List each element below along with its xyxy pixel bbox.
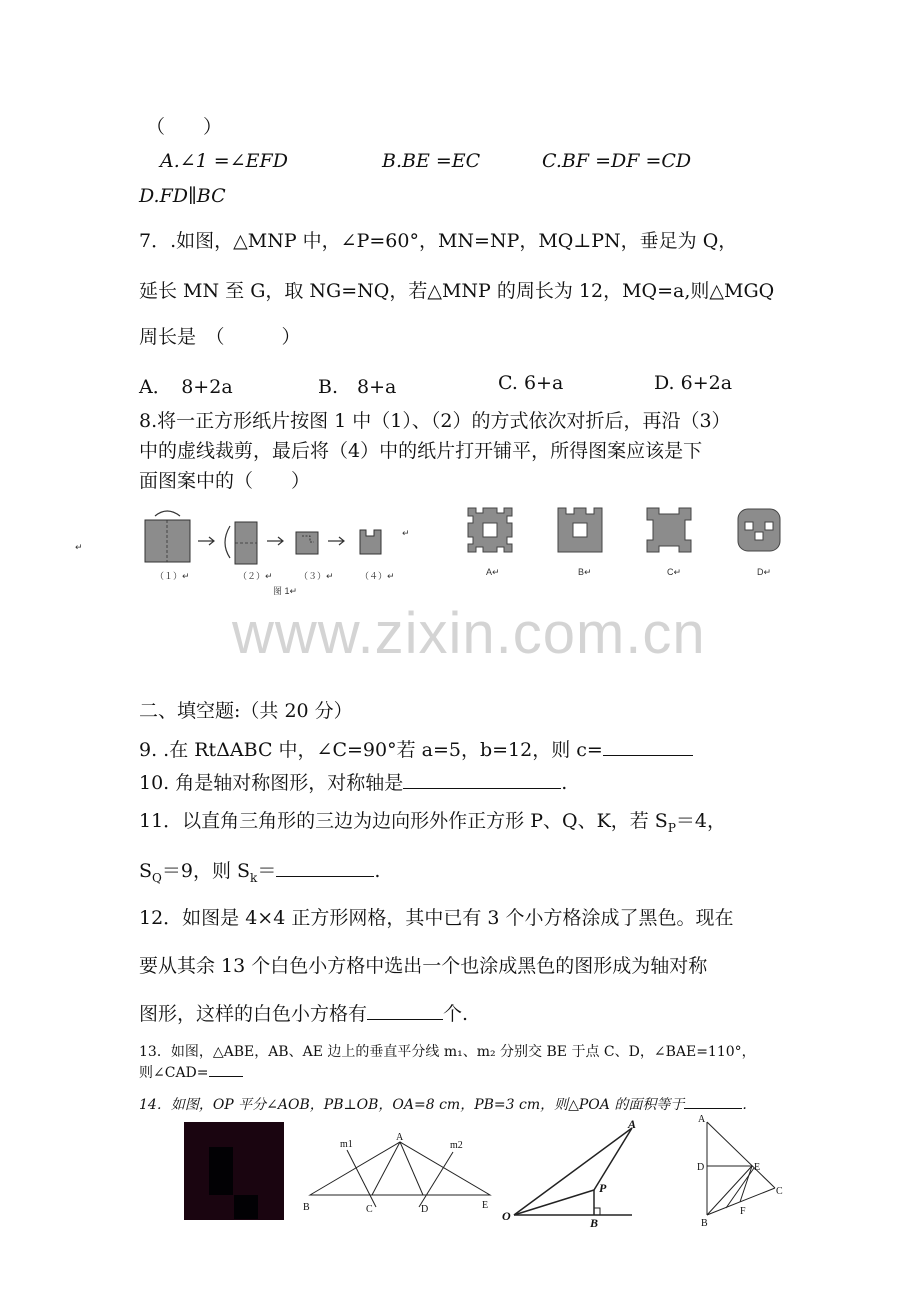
q11-blank: [276, 876, 374, 877]
q13-line2: [139, 1062, 243, 1082]
label-a: A: [698, 1114, 706, 1125]
q11-text: 11．以直角三角形的三边为边向形外作正方形 P、Q、K，若 S: [139, 810, 668, 832]
label-a: A: [628, 1117, 637, 1131]
q9-text: 9. .在 RtΔABC 中，∠C=90°若 a=5，b=12，则 c=: [139, 739, 603, 761]
choice-label-c: C↵: [667, 567, 682, 577]
q11-line1: [139, 806, 726, 835]
fig-return-mark-2: ↵: [402, 528, 410, 538]
label-p: P: [599, 1181, 607, 1195]
q6-option-c: C.BF =DF =CD: [542, 150, 692, 172]
fig-return-mark: ↵: [75, 542, 83, 552]
choice-label-b: B↵: [578, 567, 592, 577]
label-d: D: [697, 1162, 705, 1173]
q7-line3: 周长是 （ ）: [139, 326, 301, 348]
segment-ad: [400, 1142, 423, 1195]
step1-square: [145, 520, 190, 562]
ray-oa: [514, 1128, 632, 1215]
label-b: B: [590, 1216, 599, 1230]
label-c: C: [366, 1204, 373, 1215]
q7-line1: 7．.如图，△MNP 中，∠P=60°，MN=NP，MQ⊥PN，垂足为 Q，: [139, 230, 738, 252]
q6-option-a: A.∠1 =∠EFD: [160, 150, 288, 172]
label-e: E: [754, 1162, 761, 1173]
q10-text: 10. 角是轴对称图形，对称轴是: [139, 772, 404, 794]
q12-line1: 12．如图是 4×4 正方形网格，其中已有 3 个小方格涂成了黑色。现在: [139, 907, 734, 929]
q11-text-2: ＝4，: [675, 810, 727, 832]
q12-line2: 要从其余 13 个白色小方格中选出一个也涂成黑色的图形成为轴对称: [139, 955, 708, 977]
q9-blank: [603, 755, 693, 756]
grid-black-cell-2: [209, 1171, 233, 1195]
right-angle-mark: [594, 1208, 600, 1215]
segment-op: [514, 1190, 594, 1215]
q11-mid: ＝9，则 S: [161, 860, 251, 882]
bisector-m2: [419, 1152, 453, 1207]
triangle-abe-figure: [300, 1132, 500, 1222]
q12-line3: [139, 999, 468, 1026]
choice-label-d: D↵: [757, 567, 772, 577]
q9: [139, 735, 693, 762]
triangle-abe: [310, 1142, 490, 1195]
q6-option-b: B.BE =EC: [382, 150, 481, 172]
step-label-4: （４）↵: [360, 571, 395, 581]
q8-line1: 8.将一正方形纸片按图 1 中（1）、（2）的方式依次对折后，再沿（3）: [139, 410, 731, 432]
segment-fe: [740, 1166, 752, 1202]
grid-black-cell-1: [209, 1147, 233, 1171]
q14: [139, 1094, 747, 1114]
q12-end: 个.: [443, 1003, 469, 1025]
label-m2: m2: [450, 1140, 463, 1151]
step4-shape: [360, 530, 381, 554]
label-d: D: [421, 1204, 429, 1215]
answer-pattern-a: [468, 508, 518, 578]
answer-pattern-d: [737, 508, 787, 578]
q11-end: .: [374, 860, 381, 882]
q7-option-b: B. 8+a: [318, 376, 397, 398]
q10-end: .: [561, 772, 568, 794]
figure1-caption: 图 1↵: [273, 586, 298, 596]
grid-4x4-figure: [184, 1122, 284, 1220]
angle-bisector-figure: [500, 1116, 640, 1228]
q7-option-a: A． 8+2a: [139, 376, 233, 398]
paper-folding-figure: [70, 500, 410, 600]
q14-text: 14．如图，OP 平分∠AOB，PB⊥OB，OA=8 cm，PB=3 cm，则△POA 的面积等于: [139, 1097, 685, 1113]
q7-option-d: D. 6+2a: [654, 372, 733, 394]
answer-pattern-b: [558, 508, 608, 578]
section-2-heading: 二、填空题:（共 20 分）: [139, 700, 353, 722]
q8-line2: 中的虚线裁剪，最后将（4）中的纸片打开铺平，所得图案应该是下: [139, 440, 703, 462]
label-m1: m1: [340, 1139, 353, 1150]
q13-blank: [209, 1076, 243, 1077]
q6-answer-paren: （ ）: [146, 116, 223, 138]
q14-blank: [684, 1108, 742, 1109]
q10-blank: [403, 788, 561, 789]
q11-line2: [139, 856, 380, 885]
q13-text: 则∠CAD=: [139, 1065, 209, 1081]
q7-option-c: C. 6+a: [498, 372, 564, 394]
arrow-3-4: [328, 537, 344, 545]
q12-text: 图形，这样的白色小方格有: [139, 1003, 368, 1025]
step3-square: [296, 532, 318, 554]
arrow-1-2: [198, 537, 214, 545]
q10: [139, 768, 567, 795]
q14-end: .: [742, 1097, 747, 1113]
label-c: C: [776, 1186, 783, 1197]
q11-s: S: [139, 860, 153, 882]
right-triangle-figure: [692, 1112, 792, 1230]
q11-eq: ＝: [257, 860, 277, 882]
step-label-2: （２）↵: [238, 571, 273, 581]
label-a: A: [396, 1132, 404, 1143]
q11-sub-k: k: [250, 870, 258, 885]
q13-line1: 13．如图，△ABE，AB、AE 边上的垂直平分线 m₁、m₂ 分别交 BE 于点 C、D，∠BAE=110°，: [139, 1044, 756, 1060]
q12-blank: [367, 1019, 443, 1020]
label-e: E: [482, 1200, 489, 1211]
q8-line3: 面图案中的（ ）: [139, 470, 311, 492]
label-o: O: [502, 1209, 511, 1223]
grid-black-cell-3: [234, 1195, 258, 1219]
q6-option-d: D.FD∥BC: [139, 185, 226, 207]
q11-sub-p: P: [667, 820, 676, 835]
step2-fold-arrow: [225, 526, 230, 558]
step1-fold-arrow: [155, 511, 180, 516]
label-b: B: [701, 1218, 708, 1229]
label-b: B: [303, 1202, 310, 1213]
choice-label-a: A↵: [486, 567, 500, 577]
answer-pattern-c: [647, 508, 697, 578]
q11-sub-q: Q: [152, 870, 162, 885]
step-label-1: （１）↵: [155, 571, 190, 581]
q7-line2: 延长 MN 至 G，取 NG=NQ，若△MNP 的周长为 12，MQ=a,则△MGQ: [139, 280, 775, 302]
label-f: F: [740, 1206, 746, 1217]
watermark: www.zixin.com.cn: [232, 601, 706, 666]
step-label-3: （３）↵: [299, 571, 334, 581]
arrow-2-3: [267, 537, 283, 545]
